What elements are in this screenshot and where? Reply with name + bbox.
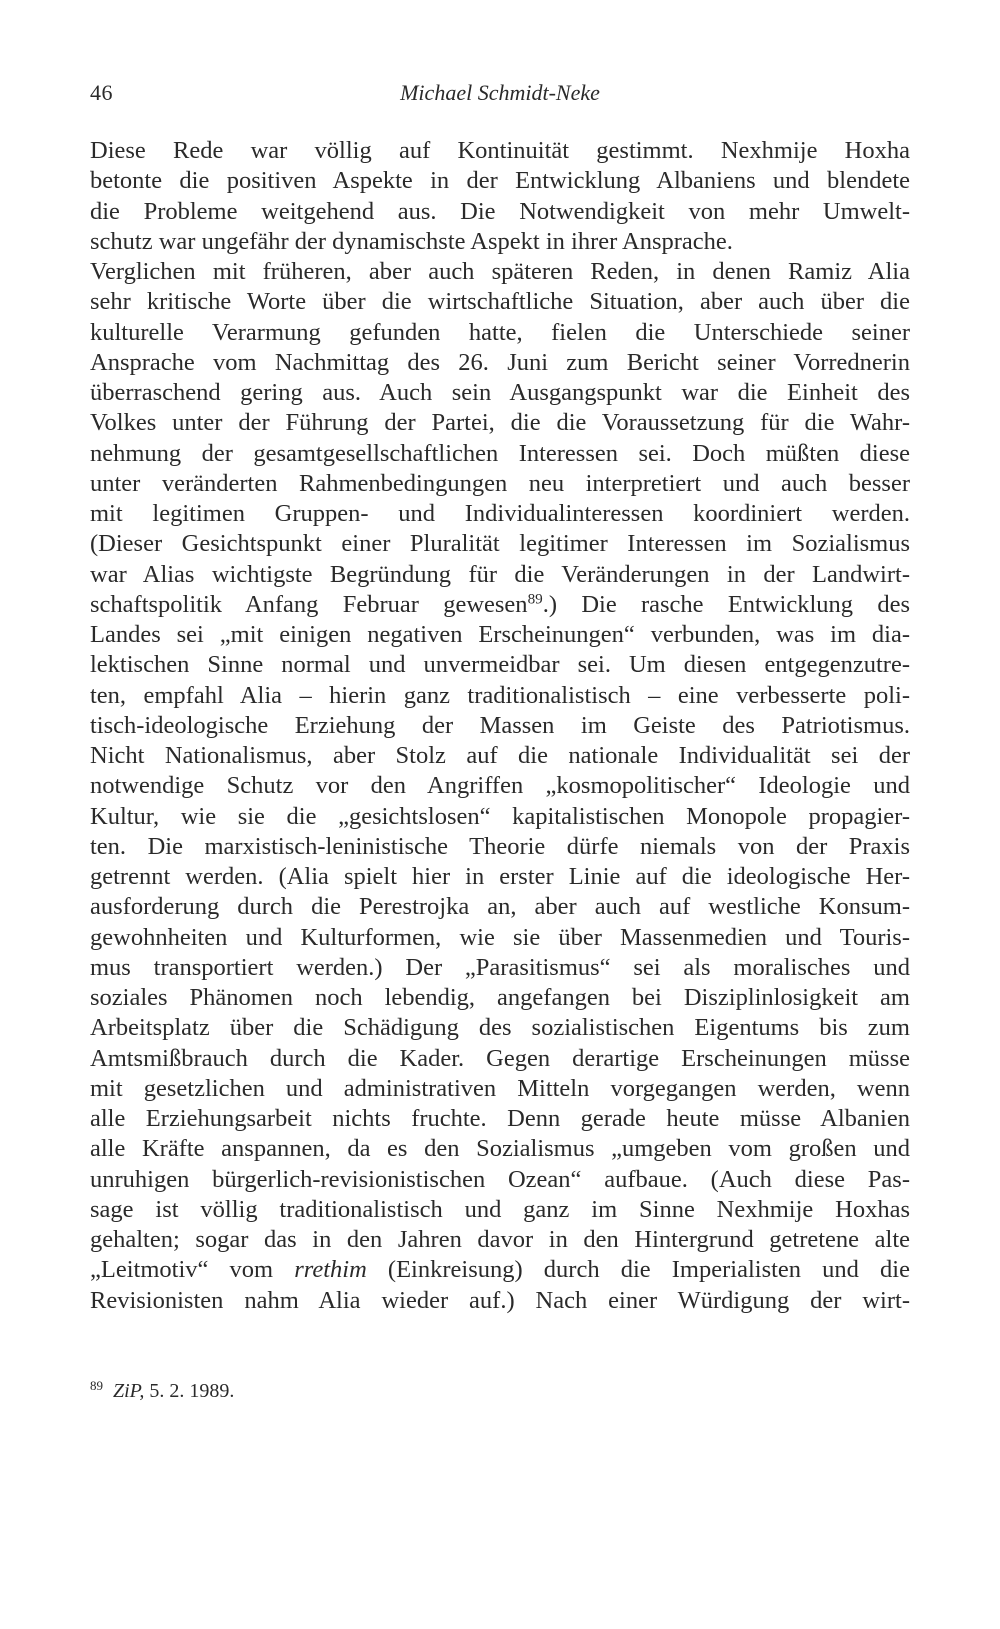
text-line-with-italic	[90, 1255, 910, 1285]
text-line: Verglichen mit früheren, aber auch späteren Reden, in denen Ramiz Alia	[90, 258, 910, 285]
text-line: Revisionisten nahm Alia wieder auf.) Nach einer Würdigung der wirt-	[90, 1286, 910, 1314]
text-line: Arbeitsplatz über die Schädigung des sozialistischen Eigentums bis zum	[90, 1014, 910, 1042]
text-line: sehr kritische Worte über die wirtschaftliche Situation, aber auch über die	[90, 288, 910, 316]
text-line-tail: (Einkreisung) durch die Imperialisten und die	[366, 1256, 910, 1284]
text-line: sage ist völlig traditionalistisch und ganz im Sinne Nexhmije Hoxhas	[90, 1195, 910, 1223]
body-text	[90, 136, 910, 1316]
footnote-number: 89	[90, 1378, 103, 1393]
text-line: ten. Die marxistisch-leninistische Theorie dürfe niemals von der Praxis	[90, 832, 910, 860]
text-line-with-footnote-ref	[90, 590, 910, 620]
page-number: 46	[90, 80, 113, 105]
text-line: mit legitimen Gruppen- und Individualinteressen koordiniert werden.	[90, 500, 910, 527]
text-line: alle Kräfte anspannen, da es den Sozialismus „umgeben vom großen und	[90, 1135, 910, 1163]
text-line: war Alias wichtigste Begründung für die Veränderungen in der Landwirt-	[90, 560, 910, 588]
text-line: Kultur, wie sie die „gesichtslosen“ kapitalistischen Monopole propagier-	[90, 802, 910, 830]
text-line-tail: .) Die rasche Entwicklung des	[542, 590, 910, 618]
text-line: notwendige Schutz vor den Angriffen „kosmopolitischer“ Ideologie und	[90, 772, 910, 800]
text-line: Ansprache vom Nachmittag des 26. Juni zum Bericht seiner Vorrednerin	[90, 348, 910, 376]
text-line: mus transportiert werden.) Der „Parasitismus“ sei als moralisches und	[90, 953, 910, 981]
text-line: gewohnheiten und Kulturformen, wie sie über Massenmedien und Touris-	[90, 923, 910, 951]
text-line: Nicht Nationalismus, aber Stolz auf die nationale Individualität sei der	[90, 742, 910, 769]
text-line: Diese Rede war völlig auf Kontinuität gestimmt. Nexhmije Hoxha	[90, 137, 910, 164]
footnote-source: ZiP,	[113, 1380, 145, 1402]
text-line: betonte die positiven Aspekte in der Entwicklung Albaniens und blendete	[90, 167, 910, 195]
text-line: Volkes unter der Führung der Partei, die die Voraussetzung für die Wahr-	[90, 409, 910, 437]
text-line: überraschend gering aus. Auch sein Ausgangspunkt war die Einheit des	[90, 379, 910, 406]
text-line-head: „Leitmotiv“ vom	[90, 1256, 295, 1284]
text-line: ten, empfahl Alia – hierin ganz traditionalistisch – eine verbesserte poli-	[90, 681, 910, 709]
text-line: Amtsmißbrauch durch die Kader. Gegen derartige Erscheinungen müsse	[90, 1044, 910, 1072]
text-line: ausforderung durch die Perestrojka an, aber auch auf westliche Konsum-	[90, 893, 910, 921]
text-line: tisch-ideologische Erziehung der Massen im Geiste des Patriotismus.	[90, 711, 910, 739]
running-head: Michael Schmidt-Neke	[400, 80, 600, 105]
text-line: gehalten; sogar das in den Jahren davor in den Hintergrund getretene alte	[90, 1226, 910, 1253]
text-line: mit gesetzlichen und administrativen Mitteln vorgegangen werden, wenn	[90, 1074, 910, 1102]
text-line: lektischen Sinne normal und unvermeidbar sei. Um diesen entgegenzutre-	[90, 651, 910, 679]
text-line: nehmung der gesamtgesellschaftlichen Interessen sei. Doch müßten diese	[90, 439, 910, 467]
text-line: soziales Phänomen noch lebendig, angefangen bei Disziplinlosigkeit am	[90, 984, 910, 1011]
text-line-head: schaftspolitik Anfang Februar gewesen	[90, 590, 528, 618]
text-line: kulturelle Verarmung gefunden hatte, fielen die Unterschiede seiner	[90, 318, 910, 346]
text-line: unter veränderten Rahmenbedingungen neu interpretiert und auch besser	[90, 469, 910, 497]
text-line: alle Erziehungsarbeit nichts fruchte. Denn gerade heute müsse Albanien	[90, 1105, 910, 1132]
text-line: schutz war ungefähr der dynamischste Aspekt in ihrer Ansprache.	[90, 227, 733, 255]
footnote-reference: 89	[527, 590, 543, 608]
footnote-date: 5. 2. 1989.	[144, 1380, 235, 1402]
footnote	[90, 1373, 910, 1404]
text-line: Landes sei „mit einigen negativen Erscheinungen“ verbunden, was im dia-	[90, 621, 910, 648]
page-header	[90, 80, 910, 116]
italic-term: rrethim	[294, 1256, 367, 1284]
text-line: getrennt werden. (Alia spielt hier in erster Linie auf die ideologische Her-	[90, 863, 910, 890]
text-line: unruhigen bürgerlich-revisionistischen Ozean“ aufbaue. (Auch diese Pas-	[90, 1165, 910, 1193]
text-line: die Probleme weitgehend aus. Die Notwendigkeit von mehr Umwelt-	[90, 197, 910, 225]
text-line: (Dieser Gesichtspunkt einer Pluralität legitimer Interessen im Sozialismus	[90, 530, 910, 558]
